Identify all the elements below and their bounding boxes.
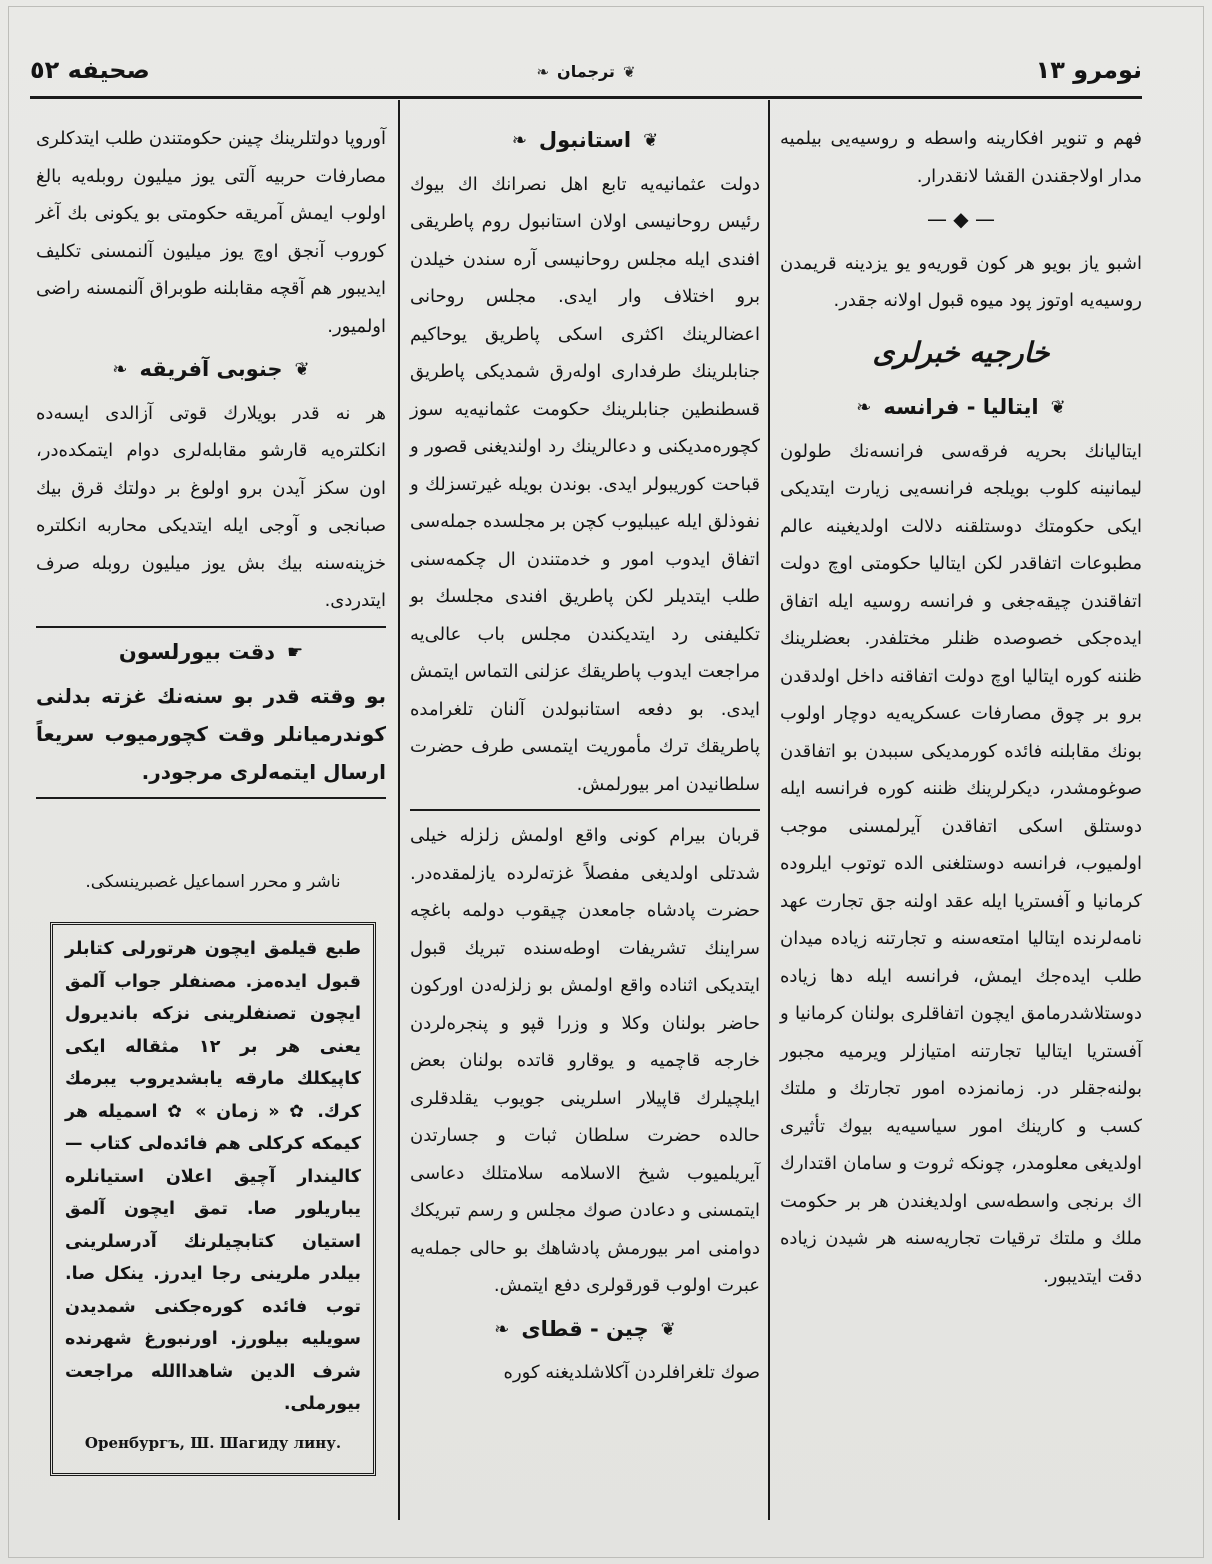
ornament-icon: ❦	[1050, 397, 1066, 418]
paragraph: قربان بيرام كونى واقع اولمش زلزله خيلى شدتلى اولديغى مفصلاً غزته‌لرده يازلمقده‌در. حضرت پادشاه جامعدن چيقوب دولمه باغچه سراينك تشريفات اوطه‌سنده تبريك قبول ايتديكى اثناده واقع اولمش بو زلزله‌دن اوركون حاضر بولنان وكلا و وزرا قپو و پنجره‌لردن خارجه قاچميه و يوقارو قاتده بولنان بعض ايلچيلرك قاپيلار اسلرينى جويوب يقلدقلرى حالده حضرت سلطان ثبات و جسارتدن آيريلميوب شيخ الاسلامه سلامتلك دعاسى ايتمسنى و دعادن صوك مجلس و رسم تبريكك دوامنى امر بيورمش پادشاهك بو حالى جمله‌يه عبرت اولوب قورقولرى دفع ايتمش.	[410, 825, 760, 1296]
page-number: صحيفه ٥٢	[30, 56, 150, 84]
ornament-icon: ❦	[622, 62, 636, 81]
article-title: ايتاليا - فرانسه	[883, 395, 1039, 419]
article-heading	[36, 351, 386, 389]
left-column	[36, 120, 386, 805]
advertisement-text: طبع قيلمق ايچون هرتورلى كتابلر قبول ايده‌مز. مصنفلر جواب آلمق ايچون تصنفلرينى نزكه باندیرول يعنى هر بر ١٢ مثقاله ايكى كاپيكلك مارقه يابشديروب يبرمك كرك. ✿ « زمان » ✿ اسميله هر كيمكه كركلى هم فائده‌لى كتاب — كاليندار آچيق اعلان استيانلره يباريلور صا. تمق ايچون آلمق استيان كتابچيلرنك آدرسلرينى بيلدر ملرينى رجا ايدرز. ينكل صا. توب فائده كوره‌جكنى شمديدن سويليه بيلورز. اورنبورغ شهرنده شرف الدين شاهداالله مراجعت بيورملى.	[65, 939, 361, 1414]
divider	[410, 809, 760, 811]
notice-title: دقت بيورلسون	[118, 639, 275, 664]
page-header	[30, 52, 1142, 92]
header-rule	[30, 96, 1142, 99]
notice-body: بو وقته قدر بو سنه‌نك غزته بدلنى كوندرميانلر وقت كچورميوب سريعاً ارسال ايتمه‌لرى مرجودر.	[36, 684, 386, 784]
article-title: استانبول	[538, 128, 632, 152]
masthead	[536, 62, 635, 81]
paragraph: دولت عثمانيه‌يه تابع اهل نصرانك اك بيوك رئيس روحانيسى اولان استانبول روم پاطريقى افندى ايله مجلس روحانيسى آره سندن خيلدن برو اختلاف وار ايدى. مجلس روحانى اعضالرينك اكثرى اسكى پاطريق يوحاكيم جنابلرينك طرفدارى اوله‌رق شمديكى پاطريق قسطنطين جنابلرينك حكومت عثمانيه‌يه سوز كچورەمديكنى و دعالرينك رد اولنديغنى قصور و قباحت كوريبولر ايدى. بوندن بويله غيرتسزلك و نفوذلق ايله عيبليوب كچن بر مجلسده جمله‌سى اتفاق ايدوب امور و خدمتندن ال چكمه‌سنى طلب ايتديلر لكن پاطريق افندى مجلسك بو تكليفنى رد ايتديكندن مجلس باب عالى‌يه مراجعت ايدوب پاطريقك عزلنى التماس ايتمش ايدى. بو دفعه استانبولدن آلنان تلغرامده پاطريقك ترك مأموريت ايتمسى طرف حضرت سلطانيدن امر بيورلمش.	[410, 173, 760, 795]
article-heading	[780, 389, 1142, 427]
notice-heading	[36, 634, 386, 672]
ornament-icon: ❦	[643, 130, 659, 151]
column-divider	[398, 100, 400, 1520]
pointing-hand-icon: ☛	[287, 641, 304, 663]
paragraph: فهم و تنوير افكارينه واسطه و روسيه‌يى بيلميه مدار اولاجقندن القشا لانقدرار.	[780, 128, 1142, 187]
issue-number: نومرو ١٣	[1035, 56, 1142, 84]
article-title: چين - قطاى	[521, 1316, 649, 1341]
divider	[36, 626, 386, 628]
publisher-line: ناشر و محرر اسماعيل غصبرينسكى.	[85, 872, 341, 892]
ornament-icon: ❦	[660, 1318, 676, 1340]
paper-name: ترجمان	[557, 62, 615, 81]
article-title: جنوبى آفريقه	[139, 357, 283, 381]
article-heading	[410, 1311, 760, 1349]
ornament-icon: ❦	[294, 359, 310, 380]
separator-diamond-icon: — ◆ —	[926, 207, 996, 231]
right-column	[780, 120, 1142, 1295]
advertisement-address: Оренбургъ, Ш. Шагиду лину.	[84, 1433, 342, 1452]
paragraph: اشبو ياز بويو هر كون قوريه‌و يو يزدينه قريمدن روسيه‌يه اوتوز پود ميوه قبول اولانه جقدر.	[780, 252, 1142, 311]
article-body: ايتاليانك بحريه فرقه‌سى فرانسه‌نك طولون ليمانينه كلوب بويلجه فرانسه‌يى زيارت ايتديكى ايكى حكومتك دوستلقنه دلالت اولديغينه عالم مطبوعات اتفاقدر لكن ايتاليا حكومتى اوچ دولت اتفاقندن چيقه‌جغى و فرانسه روسيه ايله اتفاق ايده‌جكى خصوصده ظنلر مختلفدر. بعضلرينك ظننه كوره ايتاليا اوچ دولت اتفاقنه داخل اولدقدن برو بر چوق مصارفات عسكريه‌يه دوچار اولوب بونك مقابلنه فائده كورمديكى سببدن بو اتفاقدن صوغومشدر، ديكرلرينك ظننه كوره فرانسه ايله دوستلق اسكى اتفاقدن آيرلمسنى موجب اولميوب، فرانسه دوستلغنى الده توتوب ايلرودە كرمانيا و آفستريا ايله عقد اولنه جق تجارت عهد نامه‌لرنده ايتاليا امتعه‌سنه و تجارتنه زياده ميدان طلب ايده‌جك ايمش، فرانسه ايله دها زياده دوستلاشدرمامق ايچون اتفاقلرى بولنان كرمانيا و آفستريا ايتاليا تجارتنه امتيازلر ويرميه مجبور بولنه‌جقلر در. زمانمزده امور تجارتك و ملتك كسب و كارينك امور سياسيه‌يه بيوك تأثيرى اولديغى معلومدر، چونكه ثروت و سامان اقتدارك اك برنجى واسطه‌سى اولديغندن هر بر حكومت ملك و ملتك ترقيات تجاريه‌سنه هر شيدن زياده دقت ايتديبور.	[780, 440, 1142, 1287]
paragraph: هر نه قدر بويلارك قوتى آزالدى ايسه‌ده انكلتره‌يه قارشو مقابله‌لرى دوام ايتمكده‌در، اون سكز آيدن برو اولوغ بر دولتك قرق بيك صبانجى و آوجى ايله ايتديكى محاربه انكلتره خزينه‌سنه بيك بش يوز ميليون روبله صرف ايتدردى.	[36, 402, 386, 611]
paragraph: آوروپا دولتلرينك چينن حكومتندن طلب ايتدكلرى مصارفات حربيه آلتى يوز ميليون روبله‌يه بالغ اولوب ايمش آمريقه حكومتى بو يكونى بك آغر كوروب آنجق اوچ يوز ميليون آلنمسنى تكليف ايديبور هم آقچه مقابلنه طوبراق آلنمسنه راضى اولميور.	[36, 128, 386, 337]
article-heading	[410, 122, 760, 160]
ornament-icon: ❧	[112, 359, 128, 380]
paragraph: صوك تلغرافلردن آكلاشلديغنه كوره	[503, 1362, 760, 1383]
ornament-icon: ❧	[511, 130, 527, 151]
middle-column	[410, 116, 760, 1392]
divider	[36, 797, 386, 799]
ornament-icon: ❧	[494, 1318, 510, 1340]
column-divider	[768, 100, 770, 1520]
ornament-icon: ❧	[856, 397, 872, 418]
advertisement-box	[50, 922, 376, 1476]
section-title: خارجيه خبرلرى	[872, 335, 1050, 369]
ornament-icon: ❧	[536, 62, 550, 81]
